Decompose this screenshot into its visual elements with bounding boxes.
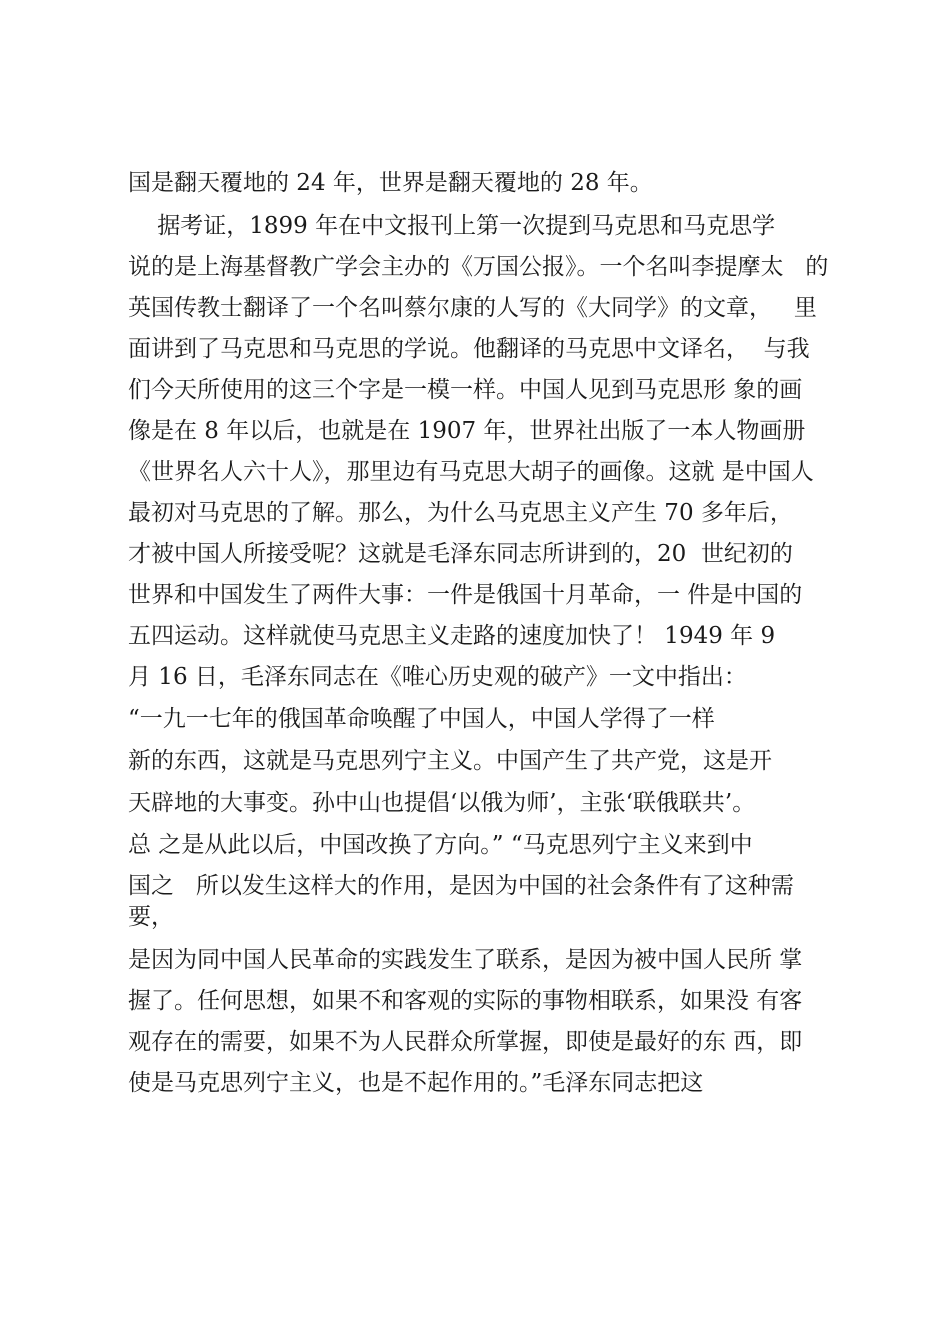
text-line: 月 16 日，毛泽东同志在《唯心历史观的破产》一文中指出： bbox=[128, 664, 747, 690]
text-line: 说的是上海基督教广学会主办的《万国公报》。一个名叫李提摩太 的 bbox=[128, 254, 829, 280]
text-line: 总 之是从此以后，中国改换了方向。” “马克思列宁主义来到中 bbox=[128, 832, 753, 858]
text-line: 国之 所以发生这样大的作用，是因为中国的社会条件有了这种需 bbox=[128, 873, 794, 899]
text-line: 天辟地的大事变。孙中山也提倡‘以俄为师’，主张‘联俄联共’。 bbox=[128, 790, 756, 816]
text-line: 们今天所使用的这三个字是一模一样。中国人见到马克思形 象的画 bbox=[128, 377, 803, 403]
text-line: 像是在 8 年以后，也就是在 1907 年，世界社出版了一本人物画册 bbox=[128, 418, 806, 444]
text-line: 最初对马克思的了解。那么，为什么马克思主义产生 70 多年后， bbox=[128, 500, 793, 526]
text-line: 五四运动。这样就使马克思主义走路的速度加快了！ 1949 年 9 bbox=[128, 623, 776, 649]
text-line: 国是翻天覆地的 24 年，世界是翻天覆地的 28 年。 bbox=[128, 170, 653, 196]
text-line: 据考证，1899 年在中文报刊上第一次提到马克思和马克思学 bbox=[128, 213, 776, 239]
text-line: 要， bbox=[128, 904, 174, 930]
text-line: 《世界名人六十人》，那里边有马克思大胡子的画像。这就 是中国人 bbox=[128, 459, 814, 485]
text-line: 世界和中国发生了两件大事：一件是俄国十月革命，一 件是中国的 bbox=[128, 582, 803, 608]
text-line: 新的东西，这就是马克思列宁主义。中国产生了共产党，这是开 bbox=[128, 748, 772, 774]
text-line: 观存在的需要，如果不为人民群众所掌握，即使是最好的东 西，即 bbox=[128, 1029, 803, 1055]
text-line: “一九一七年的俄国革命唤醒了中国人，中国人学得了一样 bbox=[128, 706, 715, 732]
text-line: 握了。任何思想，如果不和客观的实际的事物相联系，如果没 有客 bbox=[128, 988, 803, 1014]
text-line: 是因为同中国人民革命的实践发生了联系，是因为被中国人民所 掌 bbox=[128, 947, 803, 973]
text-line: 使是马克思列宁主义，也是不起作用的。”毛泽东同志把这 bbox=[128, 1070, 704, 1096]
text-line: 面讲到了马克思和马克思的学说。他翻译的马克思中文译名， 与我 bbox=[128, 336, 810, 362]
text-line: 英国传教士翻译了一个名叫蔡尔康的人写的《大同学》的文章， 里 bbox=[128, 295, 817, 321]
text-line: 才被中国人所接受呢？这就是毛泽东同志所讲到的，20 世纪初的 bbox=[128, 541, 793, 567]
